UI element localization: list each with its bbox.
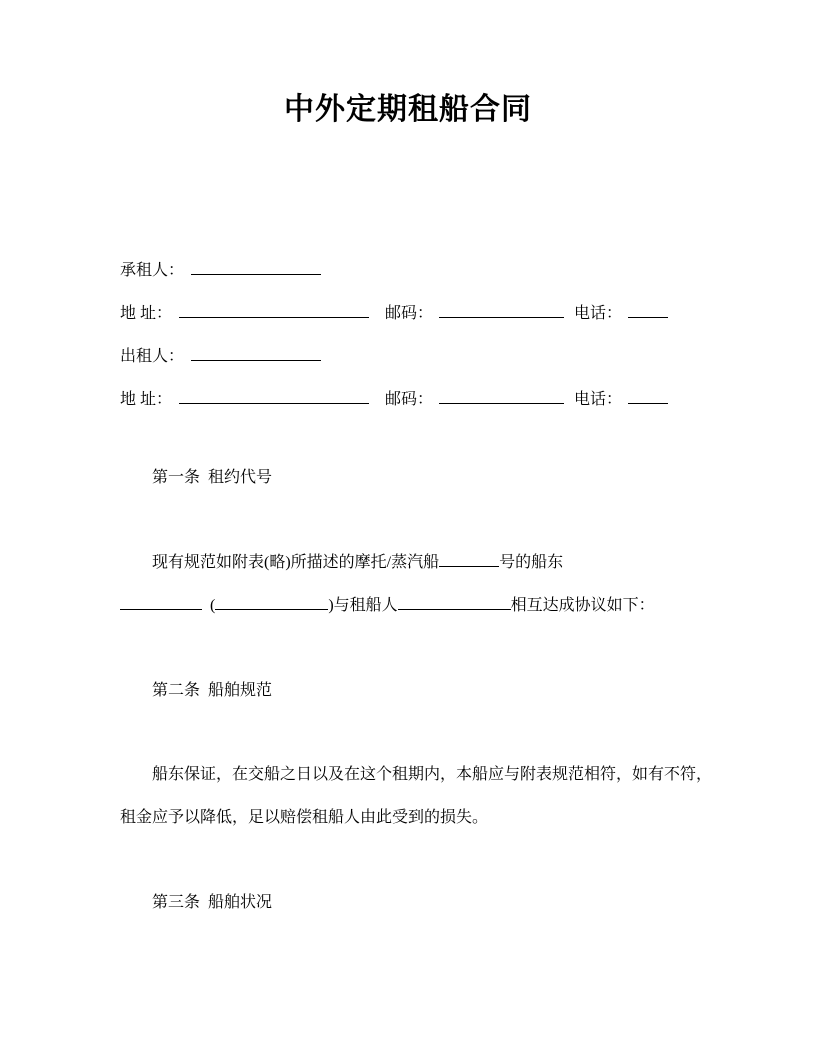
- document-title: 中外定期租船合同: [284, 92, 532, 127]
- address-label: 地 址：: [120, 305, 173, 322]
- charterer-address-blank: [179, 302, 369, 318]
- address-label-2: 地 址：: [120, 391, 173, 408]
- owner-address-blank: [179, 388, 369, 404]
- charterer-row: [120, 249, 696, 292]
- clause2-body-line2: 租金应予以降低，足以赔偿租船人由此受到的损失。: [120, 809, 489, 826]
- clause1-line2-text2: 相互达成协议如下：: [510, 597, 655, 614]
- charter-party-blank: [398, 594, 511, 610]
- owner-label: 出租人：: [120, 348, 185, 365]
- clause1-line2-text1: 与租船人: [333, 597, 398, 614]
- owner-postcode-blank: [439, 388, 564, 404]
- clause1-line1: [120, 541, 696, 584]
- clause1-heading: 第一条 租约代号: [152, 469, 273, 486]
- postcode-label-2: 邮码：: [385, 391, 434, 408]
- clause2-body-line1: 船东保证，在交船之日以及在这个租期内，本船应与附表规范相符，如有不符，: [152, 766, 713, 783]
- charterer-blank: [191, 259, 321, 275]
- clause2-body: [120, 753, 713, 839]
- owner-name-blank: [120, 594, 202, 610]
- owner-phone-blank: [628, 388, 668, 404]
- phone-label: 电话：: [574, 305, 623, 322]
- paren-open: (: [210, 597, 216, 614]
- clause2-heading: 第二条 船舶规范: [152, 682, 273, 699]
- charterer-label: 承租人：: [120, 262, 185, 279]
- postcode-label: 邮码：: [385, 305, 434, 322]
- clause1-body: [120, 541, 696, 627]
- clause1-line1-text: 现有规范如附表(略)所描述的摩托/蒸汽船: [152, 554, 440, 571]
- clause3-heading: 第三条 船舶状况: [152, 894, 273, 911]
- charterer-phone-blank: [628, 302, 668, 318]
- paren-close: ): [328, 597, 334, 614]
- parties-form: [120, 249, 696, 421]
- owner-row: [120, 335, 696, 378]
- owner-blank: [191, 345, 321, 361]
- clause1-line1-tail: 号的船东: [499, 554, 564, 571]
- ship-name-blank: [439, 551, 499, 567]
- paren-blank: [215, 594, 328, 610]
- charterer-postcode-blank: [439, 302, 564, 318]
- phone-label-2: 电话：: [574, 391, 623, 408]
- charterer-address-row: [120, 292, 696, 335]
- clause1-line2: [120, 584, 696, 627]
- owner-address-row: [120, 378, 696, 421]
